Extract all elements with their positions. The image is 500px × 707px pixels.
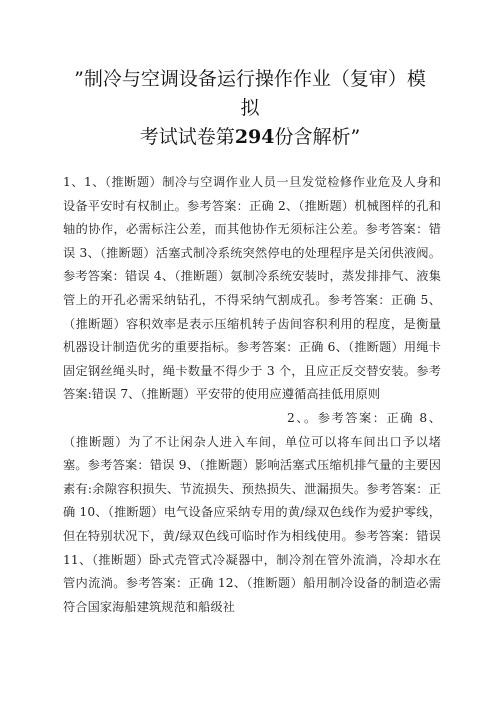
document-title-line-2: 拟 (240, 97, 260, 119)
question-paragraph-2: 2、。参考答案：正确 8、（推断题）为了不让闲杂人进入车间，单位可以将车间出口予以堵塞。参考答案：错误 9、（推断题）影响活塞式压缩机排气量的主要因素有:余隙容积损失、节流损失、预热损失、泄漏损失。参考答案：正确 10、（推断题）电气设备应采纳专用的黄/绿双色线作为爱护零线，但在特别状况下，黄/绿双色线可临时作为相线使用。参考答案：错误 11、（推断题）卧式壳管式冷凝器中，制冷剂在管外流淌，冷却水在管内流淌。参考答案：正确 12、（推断题）船用制冷设备的制造必需符合国家海船建筑规范和船级社 (63, 410, 441, 614)
title-number: 294 (234, 126, 275, 148)
title-prefix: 考试试卷第 (139, 126, 235, 148)
document-body (63, 171, 441, 619)
question-paragraph-1: 1、1、（推断题）制冷与空调作业人员一旦发觉检修作业危及人身和设备平安时有权制止。参考答案：正确 2、（推断题）机械图样的孔和轴的协作，必需标注公差，而其他协作无须标注公差。参考答案：错误 3、（推断题）活塞式制冷系统突然停电的处理程序是关闭供液阀。参考答案：错误 4、（推断题）氨制冷系统安装时，蒸发排排气、液集管上的开孔必需采纳钻孔，不得采纳气割成孔。参考答案：正确 5、（推断题）容积效率是表示压缩机转子齿间容积利用的程度，是衡量机器设计制造优劣的重要指标。参考答案：正确 6、（推断题）用绳卡固定钢丝绳头时，绳卡数量不得少于 3 个，且应正反交替安装。参考答案:错误 7、（推断题）平安带的使用应遵循高挂低用原则 (63, 175, 441, 402)
document-title-line-1: ”制冷与空调设备运行操作作业（复审）模 (74, 68, 426, 90)
document-title-line-3 (40, 124, 460, 151)
title-suffix: 份含解析” (274, 126, 361, 148)
